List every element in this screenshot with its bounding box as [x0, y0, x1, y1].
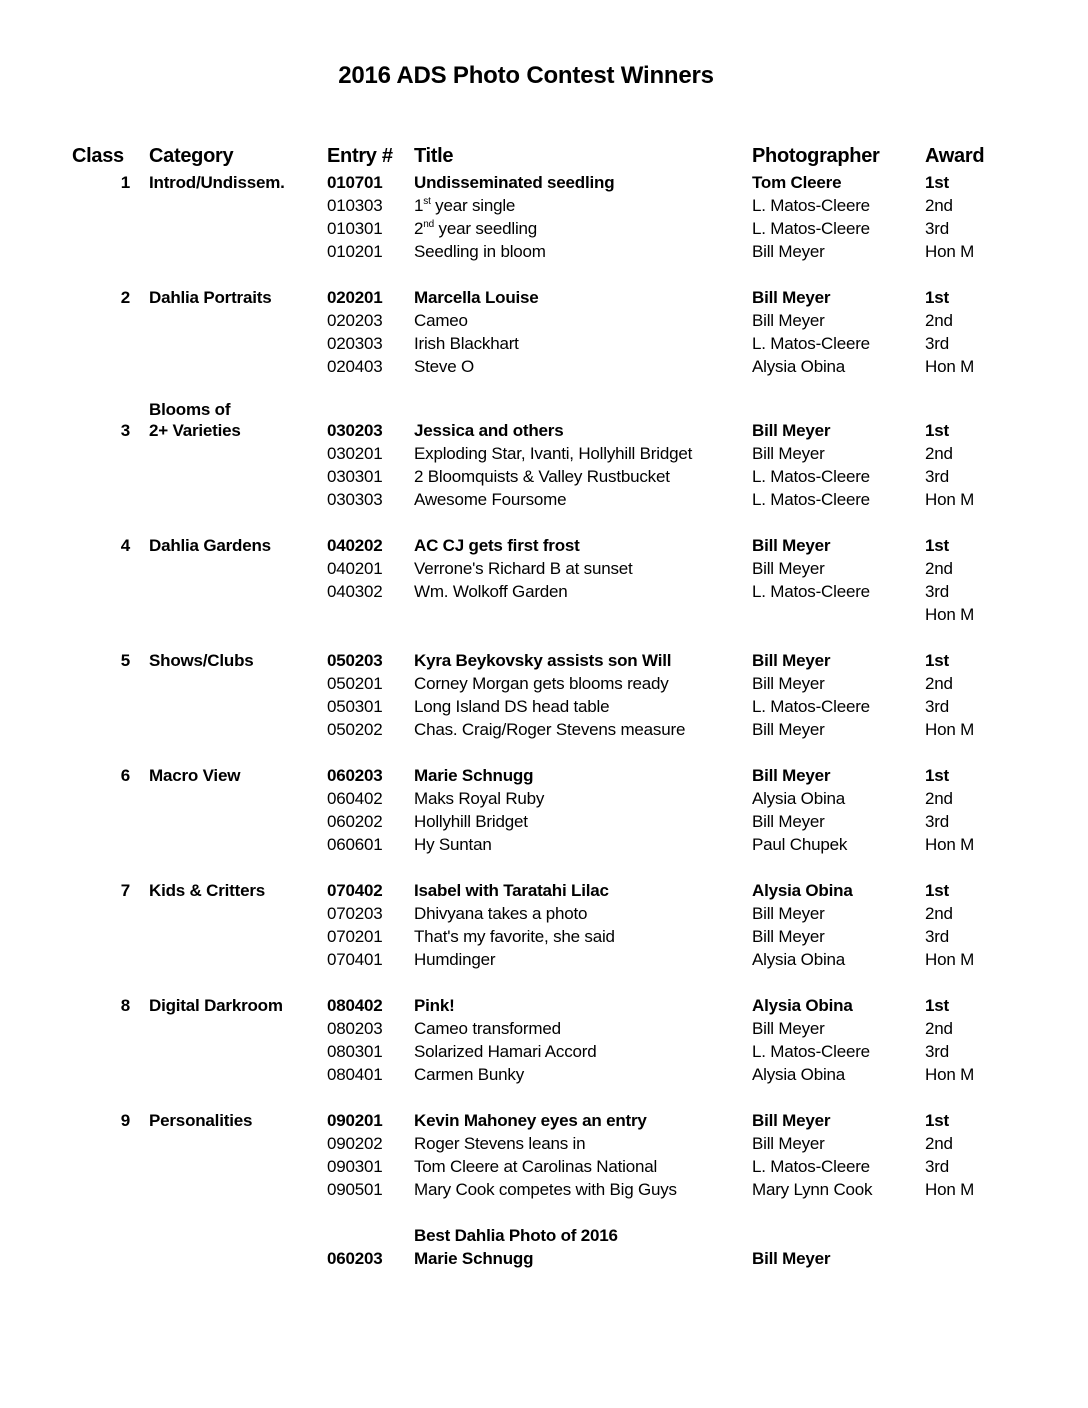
entry-number: 060203	[327, 766, 383, 785]
entry-number: 050301	[327, 697, 383, 716]
category-name: 2+ Varieties	[149, 421, 241, 440]
entry-number: 030301	[327, 467, 383, 486]
photo-title: Humdinger	[414, 950, 496, 969]
entry-number: 040201	[327, 559, 383, 578]
entry-number: 060402	[327, 789, 383, 808]
class-number: 7	[120, 881, 130, 900]
photo-title: Maks Royal Ruby	[414, 789, 545, 808]
entry-number: 080401	[327, 1065, 383, 1084]
photo-title: Kyra Beykovsky assists son Will	[414, 651, 672, 670]
photographer: L. Matos-Cleere	[752, 467, 870, 486]
photographer: Alysia Obina	[752, 950, 846, 969]
photo-title: Irish Blackhart	[414, 334, 519, 353]
photo-title: 2 Bloomquists & Valley Rustbucket	[414, 467, 670, 486]
photographer: Mary Lynn Cook	[752, 1180, 873, 1199]
photographer: Alysia Obina	[752, 789, 846, 808]
photo-title: That's my favorite, she said	[414, 927, 615, 946]
photographer: Alysia Obina	[752, 1065, 846, 1084]
photographer: Bill Meyer	[752, 674, 825, 693]
photo-title: Awesome Foursome	[414, 490, 567, 509]
photo-title: Cameo	[414, 311, 468, 330]
photo-title: Steve O	[414, 357, 475, 376]
entry-number: 010303	[327, 196, 383, 215]
award: 3rd	[925, 334, 949, 353]
photographer: Bill Meyer	[752, 1019, 825, 1038]
award: 2nd	[925, 1134, 953, 1153]
award: 2nd	[925, 789, 953, 808]
entry-number: 050201	[327, 674, 383, 693]
photographer: Paul Chupek	[752, 835, 848, 854]
title-ordinal-suffix: st	[423, 196, 431, 207]
award: Hon M	[925, 242, 975, 261]
photo-title: Tom Cleere at Carolinas National	[414, 1157, 658, 1176]
entry-number: 060203	[327, 1249, 383, 1268]
entry-number: 060601	[327, 835, 383, 854]
entry-number: 080301	[327, 1042, 383, 1061]
photo-title: Kevin Mahoney eyes an entry	[414, 1111, 647, 1130]
photographer: Bill Meyer	[752, 536, 831, 555]
entry-number: 070203	[327, 904, 383, 923]
photographer: Tom Cleere	[752, 173, 842, 192]
title-ordinal: 1	[414, 196, 424, 215]
photo-title: Dhivyana takes a photo	[414, 904, 588, 923]
entry-number: 090301	[327, 1157, 383, 1176]
header-photographer: Photographer	[752, 145, 880, 167]
category-name: Digital Darkroom	[149, 996, 283, 1015]
photographer: L. Matos-Cleere	[752, 697, 870, 716]
award: 1st	[925, 651, 949, 670]
entry-number: 020403	[327, 357, 383, 376]
class-number: 6	[120, 766, 130, 785]
entry-number: 010201	[327, 242, 383, 261]
header-entry: Entry #	[327, 145, 393, 167]
photo-title: Chas. Craig/Roger Stevens measure	[414, 720, 686, 739]
photographer: Bill Meyer	[752, 1111, 831, 1130]
photographer: Bill Meyer	[752, 904, 825, 923]
award: 3rd	[925, 582, 949, 601]
photographer: Bill Meyer	[752, 444, 825, 463]
photographer: Bill Meyer	[752, 288, 831, 307]
class-number: 8	[120, 996, 130, 1015]
photographer: Bill Meyer	[752, 812, 825, 831]
header-award: Award	[925, 145, 985, 167]
photo-title: Wm. Wolkoff Garden	[414, 582, 568, 601]
header-title: Title	[414, 145, 454, 167]
entry-number: 010701	[327, 173, 383, 192]
entry-number: 090202	[327, 1134, 383, 1153]
class-number: 4	[120, 536, 130, 555]
photo-title: Hy Suntan	[414, 835, 492, 854]
photo-title: Seedling in bloom	[414, 242, 546, 261]
award: 2nd	[925, 559, 953, 578]
photo-title: Undisseminated seedling	[414, 173, 615, 192]
award: 3rd	[925, 812, 949, 831]
photographer: L. Matos-Cleere	[752, 219, 870, 238]
entry-number: 020303	[327, 334, 383, 353]
award: 3rd	[925, 467, 949, 486]
award: Hon M	[925, 490, 975, 509]
entry-number: 080203	[327, 1019, 383, 1038]
photographer: Bill Meyer	[752, 766, 831, 785]
title-text: year seedling	[434, 219, 538, 238]
photographer: Bill Meyer	[752, 1249, 831, 1268]
class-number: 2	[120, 288, 130, 307]
entry-number: 090201	[327, 1111, 383, 1130]
photo-title: Long Island DS head table	[414, 697, 610, 716]
photographer: L. Matos-Cleere	[752, 334, 870, 353]
award: Hon M	[925, 1180, 975, 1199]
photographer: L. Matos-Cleere	[752, 196, 870, 215]
award: 1st	[925, 288, 949, 307]
photo-title: Pink!	[414, 996, 455, 1015]
entry-number: 040302	[327, 582, 383, 601]
entry-number: 030203	[327, 421, 383, 440]
best-photo-heading: Best Dahlia Photo of 2016	[414, 1226, 618, 1245]
award: 2nd	[925, 674, 953, 693]
photo-title: Verrone's Richard B at sunset	[414, 559, 633, 578]
award: Hon M	[925, 605, 975, 624]
award: 1st	[925, 536, 949, 555]
award: 2nd	[925, 444, 953, 463]
photographer: Bill Meyer	[752, 1134, 825, 1153]
photographer: Bill Meyer	[752, 927, 825, 946]
class-number: 9	[120, 1111, 130, 1130]
entry-number: 060202	[327, 812, 383, 831]
category-name: Introd/Undissem.	[149, 173, 285, 192]
entry-number: 090501	[327, 1180, 383, 1199]
award: 2nd	[925, 196, 953, 215]
photo-title: Marie Schnugg	[414, 766, 534, 785]
photographer: Bill Meyer	[752, 559, 825, 578]
entry-number: 070401	[327, 950, 383, 969]
photo-title: Cameo transformed	[414, 1019, 561, 1038]
entry-number: 020201	[327, 288, 383, 307]
entry-number: 040202	[327, 536, 383, 555]
photographer: Alysia Obina	[752, 357, 846, 376]
award: 3rd	[925, 697, 949, 716]
award: 3rd	[925, 1042, 949, 1061]
entry-number: 050203	[327, 651, 383, 670]
photographer: L. Matos-Cleere	[752, 490, 870, 509]
category-name: Macro View	[149, 766, 241, 785]
entry-number: 030201	[327, 444, 383, 463]
photo-title	[414, 219, 537, 239]
photo-title: Corney Morgan gets blooms ready	[414, 674, 669, 693]
award: Hon M	[925, 720, 975, 739]
page-title: 2016 ADS Photo Contest Winners	[338, 62, 714, 89]
award: 3rd	[925, 219, 949, 238]
award: 1st	[925, 173, 949, 192]
entry-number: 070402	[327, 881, 383, 900]
award: 2nd	[925, 904, 953, 923]
category-name: Personalities	[149, 1111, 253, 1130]
photographer: Bill Meyer	[752, 421, 831, 440]
title-ordinal-suffix: nd	[423, 219, 434, 230]
category-name: Shows/Clubs	[149, 651, 254, 670]
photographer: L. Matos-Cleere	[752, 1042, 870, 1061]
award: 1st	[925, 1111, 949, 1130]
photo-title: Jessica and others	[414, 421, 564, 440]
award: 3rd	[925, 927, 949, 946]
photo-title: Marie Schnugg	[414, 1249, 534, 1268]
class-number: 1	[120, 173, 130, 192]
entry-number: 010301	[327, 219, 383, 238]
header-category: Category	[149, 145, 234, 167]
photo-title: Carmen Bunky	[414, 1065, 525, 1084]
class-number: 3	[120, 421, 130, 440]
award: Hon M	[925, 1065, 975, 1084]
award: 1st	[925, 996, 949, 1015]
award: 1st	[925, 766, 949, 785]
photo-title: Hollyhill Bridget	[414, 812, 528, 831]
entry-number: 050202	[327, 720, 383, 739]
award: 2nd	[925, 1019, 953, 1038]
award: Hon M	[925, 950, 975, 969]
entry-number: 070201	[327, 927, 383, 946]
photographer: Bill Meyer	[752, 720, 825, 739]
category-name: Kids & Critters	[149, 881, 266, 900]
award: 1st	[925, 881, 949, 900]
photographer: Alysia Obina	[752, 996, 853, 1015]
category-name: Dahlia Portraits	[149, 288, 272, 307]
award: Hon M	[925, 835, 975, 854]
photo-title: Mary Cook competes with Big Guys	[414, 1180, 677, 1199]
photo-title	[414, 196, 515, 216]
photographer: Bill Meyer	[752, 651, 831, 670]
title-ordinal: 2	[414, 219, 424, 238]
award: 1st	[925, 421, 949, 440]
photographer: L. Matos-Cleere	[752, 582, 870, 601]
award: Hon M	[925, 357, 975, 376]
category-name: Dahlia Gardens	[149, 536, 271, 555]
photo-title: Roger Stevens leans in	[414, 1134, 586, 1153]
category-name-line1: Blooms of	[149, 400, 231, 419]
class-number: 5	[120, 651, 130, 670]
photographer: Bill Meyer	[752, 311, 825, 330]
photographer: Alysia Obina	[752, 881, 853, 900]
photographer: Bill Meyer	[752, 242, 825, 261]
header-class: Class	[72, 145, 124, 167]
award: 2nd	[925, 311, 953, 330]
photo-title: Solarized Hamari Accord	[414, 1042, 597, 1061]
photographer: L. Matos-Cleere	[752, 1157, 870, 1176]
photo-title: AC CJ gets first frost	[414, 536, 580, 555]
title-text: year single	[430, 196, 516, 215]
photo-title: Marcella Louise	[414, 288, 539, 307]
entry-number: 020203	[327, 311, 383, 330]
photo-title: Exploding Star, Ivanti, Hollyhill Bridget	[414, 444, 693, 463]
entry-number: 030303	[327, 490, 383, 509]
award: 3rd	[925, 1157, 949, 1176]
entry-number: 080402	[327, 996, 383, 1015]
photo-title: Isabel with Taratahi Lilac	[414, 881, 609, 900]
